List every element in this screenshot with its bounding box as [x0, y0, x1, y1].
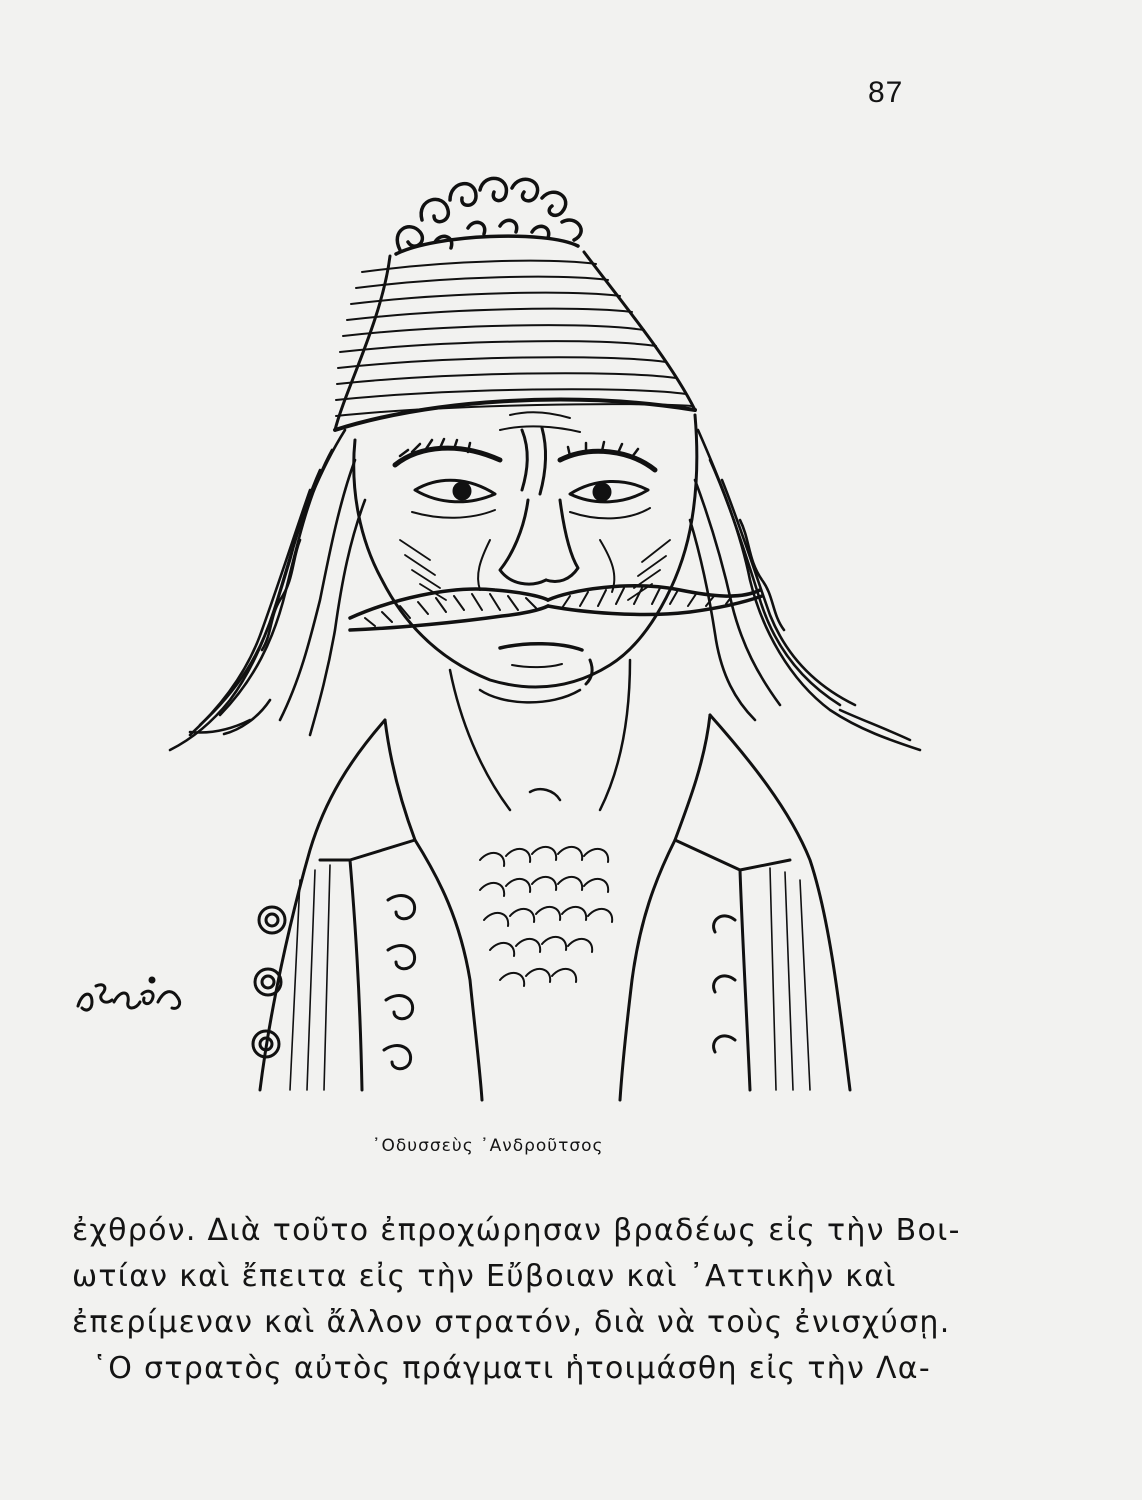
- mouth: [480, 644, 592, 703]
- text-line: ῾Ο στρατὸς αὐτὸς πράγματι ἡτοιμάσθη εἰς τὴν Λα-: [92, 1351, 932, 1386]
- text-line: ἐπερίμεναν καὶ ἄλλον στρατόν, διὰ νὰ τοὺς ἐνισχύσῃ.: [72, 1305, 951, 1340]
- neck: [450, 660, 630, 810]
- buttons-right: [714, 916, 735, 1052]
- hair-left: [170, 430, 365, 750]
- text-line: ωτίαν καὶ ἔπειτα εἰς τὴν Εὔβοιαν καὶ ᾿Αττικὴν καὶ: [72, 1259, 897, 1294]
- page-number: 87: [868, 76, 904, 109]
- fez-cap: [335, 252, 695, 430]
- portrait-illustration: [150, 160, 950, 1120]
- jacket: [260, 715, 850, 1100]
- hair-right: [690, 430, 920, 750]
- artist-signature: [72, 972, 192, 1022]
- figure-caption: ᾿Οδυσσεὺς ᾿Ανδροῦτσος: [372, 1136, 604, 1156]
- text-line: ἐχθρόν. Διὰ τοῦτο ἐπροχώρησαν βραδέως εἰς τὴν Βοι-: [72, 1213, 961, 1248]
- body-text: [72, 1208, 961, 1392]
- tassel: [396, 178, 581, 254]
